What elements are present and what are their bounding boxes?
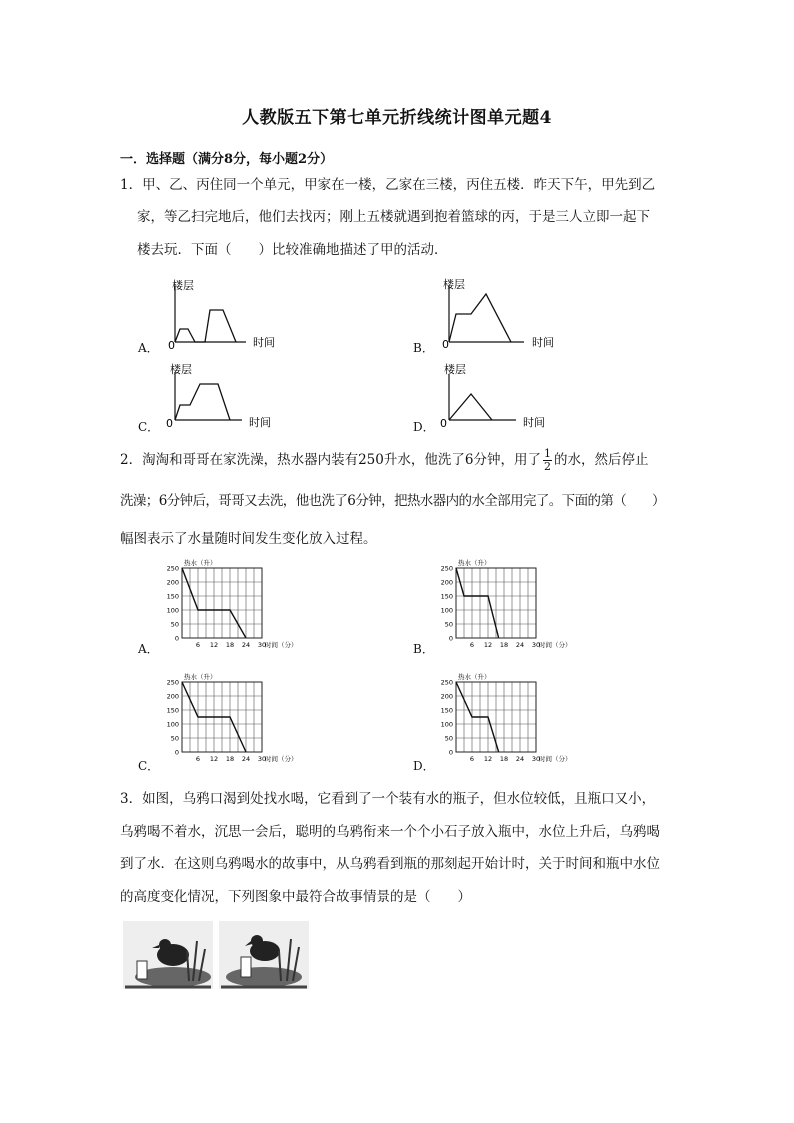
q1-option-b-label: B． xyxy=(413,341,434,355)
x-tick-label: 18 xyxy=(225,755,235,763)
q1-a-origin: 0 xyxy=(168,339,175,352)
crow-picture-2 xyxy=(219,921,309,989)
page-title: 人教版五下第七单元折线统计图单元题4 xyxy=(242,108,552,128)
y-axis-label: 热水（升） xyxy=(184,559,217,567)
q2-text-line1a: 2．淘淘和哥哥在家洗澡，热水器内装有250升水，他洗了6分钟，用了 xyxy=(120,452,541,468)
y-tick-label: 200 xyxy=(440,692,453,701)
half-fraction xyxy=(543,448,552,473)
y-tick-label: 0 xyxy=(448,748,453,757)
q3-text-line4: 的高度变化情况，下列图象中最符合故事情景的是（ ） xyxy=(120,889,471,905)
y-tick-label: 150 xyxy=(440,706,453,715)
q1-a-line xyxy=(175,310,236,342)
y-tick-label: 100 xyxy=(166,720,179,729)
y-tick-label: 150 xyxy=(166,706,179,715)
y-tick-label: 50 xyxy=(444,620,453,629)
y-tick-label: 50 xyxy=(170,620,179,629)
q1-a-ylabel: 楼层 xyxy=(172,279,194,292)
q1-c-xlabel: 时间 xyxy=(249,416,271,429)
x-tick-label: 24 xyxy=(515,641,525,649)
q1-b-origin: 0 xyxy=(442,338,449,351)
q2-option-a-chart xyxy=(160,556,310,656)
x-tick-label: 30 xyxy=(257,641,267,649)
q1-d-origin: 0 xyxy=(440,417,447,430)
y-tick-label: 250 xyxy=(166,678,179,687)
x-tick-label: 12 xyxy=(483,641,493,649)
x-axis-label: 时间（分） xyxy=(539,641,572,649)
q1-option-b-chart xyxy=(434,272,564,352)
x-axis-label: 时间（分） xyxy=(265,755,298,763)
x-tick-label: 30 xyxy=(257,755,267,763)
water-line xyxy=(456,568,499,638)
q2-option-b-label: B． xyxy=(413,642,434,656)
q3-text-line2: 乌鸦喝不着水，沉思一会后，聪明的乌鸦衔来一个个小石子放入瓶中，水位上升后，乌鸦喝 xyxy=(120,824,660,840)
q2-text-line3: 幅图表示了水量随时间发生变化放入过程。 xyxy=(120,531,377,547)
q1-d-ylabel: 楼层 xyxy=(444,363,466,376)
q1-d-xlabel: 时间 xyxy=(523,416,545,429)
x-tick-label: 6 xyxy=(195,755,201,763)
x-tick-label: 6 xyxy=(469,755,475,763)
x-tick-label: 18 xyxy=(225,641,235,649)
q1-c-ylabel: 楼层 xyxy=(170,363,192,376)
q1-b-xlabel: 时间 xyxy=(532,336,554,349)
water-line xyxy=(456,682,499,752)
q1-text-line2: 家，等乙扫完地后，他们去找丙；刚上五楼就遇到抱着篮球的丙，于是三人立即一起下 xyxy=(137,209,650,225)
q3-text-line3: 到了水．在这则乌鸦喝水的故事中，从乌鸦看到瓶的那刻起开始计时，关于时间和瓶中水位 xyxy=(120,856,660,872)
q2-option-c-chart xyxy=(160,670,310,770)
y-tick-label: 50 xyxy=(444,734,453,743)
q1-b-ylabel: 楼层 xyxy=(443,278,465,291)
x-tick-label: 6 xyxy=(195,641,201,649)
q1-d-line xyxy=(449,394,492,420)
y-tick-label: 200 xyxy=(440,578,453,587)
y-axis-label: 热水（升） xyxy=(458,673,491,681)
q2-option-b-chart xyxy=(434,556,584,656)
y-tick-label: 50 xyxy=(170,734,179,743)
y-axis-label: 热水（升） xyxy=(458,559,491,567)
x-tick-label: 18 xyxy=(499,641,509,649)
y-tick-label: 150 xyxy=(166,592,179,601)
q3-text-line1: 3．如图，乌鸦口渴到处找水喝，它看到了一个装有水的瓶子，但水位较低，且瓶口又小， xyxy=(120,791,656,807)
y-tick-label: 250 xyxy=(440,678,453,687)
q2-text-line1 xyxy=(120,444,648,476)
x-tick-label: 24 xyxy=(515,755,525,763)
x-tick-label: 30 xyxy=(531,641,541,649)
q1-a-xlabel: 时间 xyxy=(253,336,275,349)
q1-option-c-chart xyxy=(160,358,290,433)
y-tick-label: 100 xyxy=(166,606,179,615)
x-tick-label: 30 xyxy=(531,755,541,763)
q1-text-line3: 楼去玩．下面（ ）比较准确地描述了甲的活动． xyxy=(137,242,448,258)
y-tick-label: 250 xyxy=(440,564,453,573)
q2-text-line1b: 的水，然后停止 xyxy=(553,452,649,468)
y-tick-label: 200 xyxy=(166,692,179,701)
q1-b-line xyxy=(449,294,511,342)
q1-option-a-chart xyxy=(160,274,290,354)
q1-text-line1: 1．甲、乙、丙住同一个单元，甲家在一楼，乙家在三楼，丙住五楼．昨天下午，甲先到乙 xyxy=(120,177,656,193)
y-tick-label: 200 xyxy=(166,578,179,587)
q2-option-c-label: C． xyxy=(138,759,160,773)
x-axis-label: 时间（分） xyxy=(539,755,572,763)
q1-c-origin: 0 xyxy=(166,417,173,430)
q2-option-a-label: A． xyxy=(138,642,159,656)
x-tick-label: 18 xyxy=(499,755,509,763)
y-tick-label: 100 xyxy=(440,720,453,729)
x-tick-label: 12 xyxy=(209,641,219,649)
y-tick-label: 0 xyxy=(174,748,179,757)
x-tick-label: 12 xyxy=(209,755,219,763)
x-axis-label: 时间（分） xyxy=(265,641,298,649)
y-tick-label: 0 xyxy=(448,634,453,643)
y-tick-label: 0 xyxy=(174,634,179,643)
x-tick-label: 24 xyxy=(241,641,251,649)
q2-option-d-chart xyxy=(434,670,584,770)
x-tick-label: 24 xyxy=(241,755,251,763)
section-heading: 一．选择题（满分8分，每小题2分） xyxy=(120,152,334,167)
y-tick-label: 250 xyxy=(166,564,179,573)
x-tick-label: 12 xyxy=(483,755,493,763)
fraction-numerator: 1 xyxy=(543,447,551,460)
q1-option-d-chart xyxy=(434,358,564,433)
q1-c-line xyxy=(175,384,230,420)
crow-picture-1 xyxy=(123,921,213,989)
y-tick-label: 150 xyxy=(440,592,453,601)
fraction-denominator: 2 xyxy=(543,460,551,473)
q2-text-line2: 洗澡；6分钟后，哥哥又去洗，他也洗了6分钟，把热水器内的水全部用完了。下面的第（ ） xyxy=(120,493,665,509)
x-tick-label: 6 xyxy=(469,641,475,649)
y-axis-label: 热水（升） xyxy=(184,673,217,681)
y-tick-label: 100 xyxy=(440,606,453,615)
q1-option-c-label: C． xyxy=(138,420,160,434)
q1-option-d-label: D． xyxy=(413,420,435,434)
q1-option-a-label: A． xyxy=(138,341,159,355)
q2-option-d-label: D． xyxy=(413,759,435,773)
